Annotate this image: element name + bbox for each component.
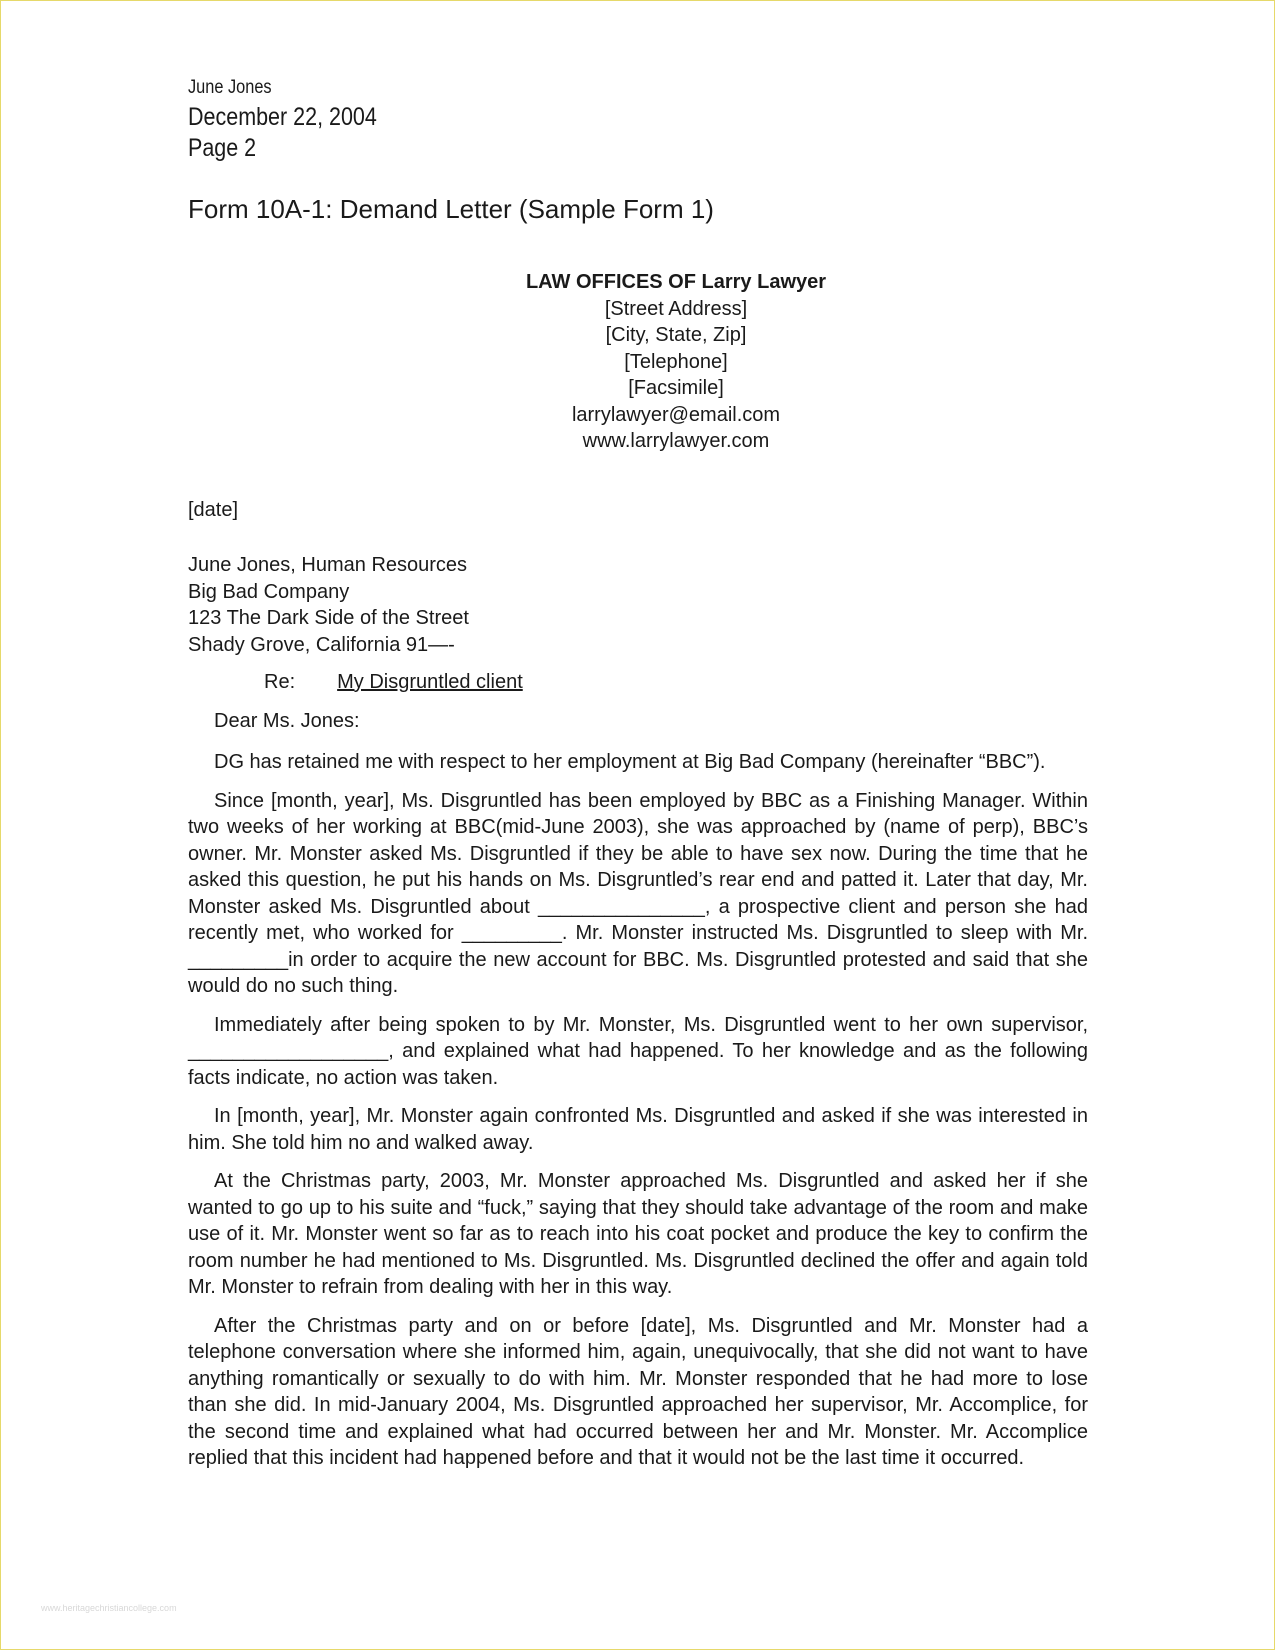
body-paragraph: Since [month, year], Ms. Disgruntled has been employed by BBC as a Finishing Manager. Within two weeks of her working at BBC(mid-June 2003), she was approached by (name of perp), BBC’s owner. Mr. Monster asked Ms. Disgruntled if they be able to have sex now. During the time that he asked this question, he put his hands on Ms. Disgruntled’s rear end and patted it. Later that day, Mr. Monster asked Ms. Disgruntled about _______________, a prospective client and person she had recently met, who worked for _________. Mr. Monster instructed Ms. Disgruntled to sleep with Mr. _________in order to acquire the new account for BBC. Ms. Disgruntled protested and said that she would do no such thing. [188, 789, 1088, 997]
body-paragraph: DG has retained me with respect to her employment at Big Bad Company (hereinafter “BBC”). [214, 751, 1046, 773]
recipient-line: 123 The Dark Side of the Street [188, 607, 469, 629]
body-paragraph: After the Christmas party and on or before [date], Ms. Disgruntled and Mr. Monster had a telephone conversation where she informed him, again, unequivocally, that she did not want to have anything romantically or sexually to do with him. Mr. Monster responded that he had more to lose than she did. In mid-January 2004, Ms. Disgruntled approached her supervisor, Mr. Accomplice, for the second time and explained what had occurred between her and Mr. Monster. Mr. Accomplice replied that this incident had happened before and that it would not be the last time it occurred. [188, 1314, 1088, 1469]
body-paragraph: Immediately after being spoken to by Mr. Monster, Ms. Disgruntled went to her own supervisor, __________________, and explained what had happened. To her knowledge and as the following facts indicate, no action was taken. [188, 1013, 1088, 1089]
body-paragraph: In [month, year], Mr. Monster again confronted Ms. Disgruntled and asked if she was interested in him. She told him no and walked away. [188, 1105, 1088, 1154]
letter-date-placeholder: [date] [188, 499, 239, 521]
letterhead-street: [Street Address] [604, 297, 748, 320]
letter-body [188, 749, 1088, 1484]
letterhead [188, 269, 1164, 455]
letterhead-facsimile: [Facsimile] [628, 377, 724, 399]
form-title: Form 10A-1: Demand Letter (Sample Form 1) [188, 194, 714, 224]
letterhead-telephone: [Telephone] [624, 350, 728, 373]
body-paragraph: At the Christmas party, 2003, Mr. Monster approached Ms. Disgruntled and asked her if she wanted to go up to his suite and “fuck,” saying that they should take advantage of the room and make use of it. Mr. Monster went so far as to reach into his coat pocket and produce the key to confirm the room number he had mentioned to Ms. Disgruntled. Ms. Disgruntled declined the offer and again told Mr. Monster to refrain from dealing with her in this way. [188, 1170, 1088, 1298]
recipient-address [188, 552, 469, 658]
re-line [264, 671, 523, 694]
recipient-line: Shady Grove, California 91—- [188, 633, 455, 656]
letterhead-firm-name: LAW OFFICES OF Larry Lawyer [525, 271, 827, 293]
salutation: Dear Ms. Jones: [214, 710, 360, 732]
recipient-line: June Jones, Human Resources [188, 554, 468, 576]
header-name: June Jones [188, 77, 272, 98]
letterhead-website: www.larrylawyer.com [582, 430, 770, 452]
re-subject: My Disgruntled client [337, 671, 523, 693]
header-page-number: Page 2 [188, 134, 257, 162]
header-date: December 22, 2004 [188, 103, 377, 131]
letterhead-email: larrylawyer@email.com [571, 403, 781, 426]
recipient-line: Big Bad Company [188, 580, 350, 603]
watermark-text: www.heritagechristiancollege.com [41, 1603, 177, 1613]
letterhead-city: [City, State, Zip] [605, 324, 747, 346]
re-label: Re: [264, 671, 296, 693]
